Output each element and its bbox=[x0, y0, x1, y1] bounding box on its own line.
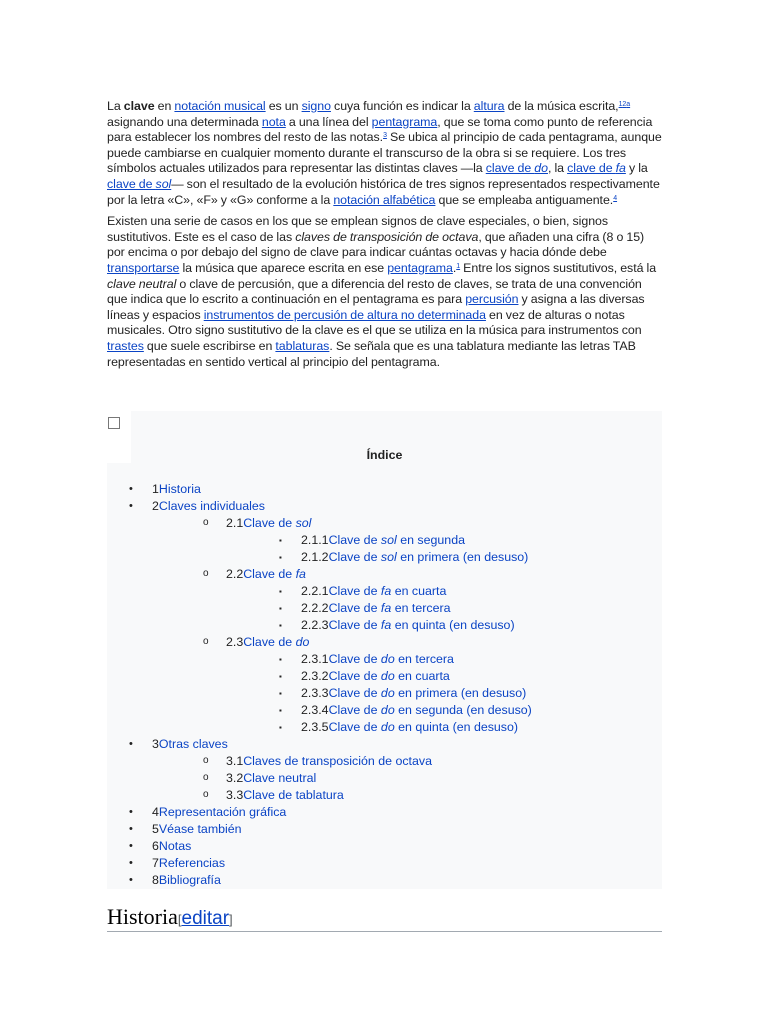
toc-item bbox=[279, 702, 532, 719]
toc-link-text: Clave de bbox=[328, 703, 381, 717]
text: a una línea del bbox=[285, 114, 372, 129]
toc-link-text-italic: fa bbox=[380, 584, 392, 598]
toc-number: 5 bbox=[152, 822, 159, 836]
toc-link[interactable] bbox=[329, 550, 529, 564]
toc-link-text: Clave de bbox=[328, 550, 381, 564]
term-clave: clave bbox=[123, 99, 155, 113]
text: en vez de alturas o notas musicales. Otro signo sustitutivo de la clave es el que se utiliza en la música para instrumentos con bbox=[107, 307, 642, 338]
toc-sublist-wrapper bbox=[152, 515, 532, 736]
toc-item bbox=[279, 583, 532, 600]
toc-item bbox=[129, 804, 383, 821]
toc-link-text: en segunda (en desuso) bbox=[394, 703, 532, 717]
toc-bullet: • bbox=[129, 806, 133, 818]
toc-link-text: en cuarta bbox=[391, 584, 447, 598]
toc-toggle-checkbox[interactable] bbox=[108, 417, 120, 429]
toc-item bbox=[129, 855, 383, 872]
ref-4[interactable]: 4 bbox=[613, 194, 618, 202]
toc-link-text: Otras claves bbox=[158, 737, 228, 751]
toc-link[interactable] bbox=[329, 669, 450, 683]
edit-bracket-close: ] bbox=[229, 912, 233, 927]
link-nota[interactable]: nota bbox=[261, 114, 286, 129]
toc-bullet: • bbox=[129, 874, 133, 886]
toc-number: 2.1.2 bbox=[301, 550, 329, 564]
text: asignando una determinada bbox=[107, 114, 262, 129]
toc-item bbox=[279, 719, 532, 736]
toc-link-text: Clave de bbox=[243, 516, 296, 530]
toc-link[interactable] bbox=[243, 771, 316, 785]
toc-item bbox=[203, 753, 457, 770]
toc-bullet: o bbox=[203, 789, 209, 800]
text: o clave de percusión, que a diferencia del resto de claves, se trata de una convención que indica que lo escrito a continuación en el pentagrama es para bbox=[107, 276, 642, 307]
toc-level-2 bbox=[203, 753, 457, 804]
toc-link[interactable] bbox=[243, 788, 344, 802]
toc-sublist-wrapper bbox=[226, 532, 529, 566]
toc-item bbox=[129, 838, 383, 855]
toc-link-text-italic: do bbox=[380, 686, 395, 700]
toc-link-text: Clave de bbox=[328, 584, 381, 598]
toc-link-text: Claves individuales bbox=[158, 499, 265, 513]
toc-link-text: en primera (en desuso) bbox=[396, 550, 529, 564]
toc-link-text-italic: do bbox=[380, 669, 395, 683]
text: Existen una serie de casos en los que se emplean signos de clave especiales, o bien, signos sustitutivos. Este es el caso de las bbox=[107, 214, 609, 244]
toc-bullet: o bbox=[203, 568, 209, 579]
toc-link[interactable] bbox=[243, 567, 306, 581]
toc-link[interactable] bbox=[329, 720, 518, 734]
section-heading-historia bbox=[107, 903, 662, 932]
toc-link-text-italic: sol bbox=[380, 550, 397, 564]
toc-link-text: Clave de bbox=[243, 567, 296, 581]
link-pentagrama-2[interactable]: pentagrama bbox=[387, 260, 453, 275]
toc-link[interactable] bbox=[159, 873, 221, 887]
toc-item bbox=[279, 617, 532, 634]
text: es un bbox=[265, 99, 302, 113]
link-text: clave de bbox=[485, 161, 535, 176]
toc-link[interactable] bbox=[329, 703, 532, 717]
toc-number: 2.1 bbox=[226, 516, 244, 530]
intro-paragraph-1 bbox=[107, 99, 662, 208]
toc-bullet: ▪ bbox=[279, 655, 282, 664]
toc-number: 2.2.1 bbox=[301, 584, 329, 598]
link-pentagrama[interactable]: pentagrama bbox=[371, 114, 438, 129]
toc-bullet: o bbox=[203, 772, 209, 783]
toc-item bbox=[129, 498, 383, 515]
toc-link-text: Clave de bbox=[243, 635, 296, 649]
link-text: clave de bbox=[107, 176, 156, 191]
toc-link[interactable] bbox=[159, 737, 228, 751]
toc-number: 2.1.1 bbox=[301, 533, 329, 547]
toc-link-text: Clave de bbox=[328, 652, 381, 666]
toc-link-text: Véase también bbox=[158, 822, 242, 836]
toc-link-text: Notas bbox=[158, 839, 192, 853]
text: , la bbox=[547, 161, 568, 176]
toc-link-text: Clave de tablatura bbox=[243, 788, 344, 802]
toc-number: 2.3.2 bbox=[301, 669, 329, 683]
ref-a[interactable]: a bbox=[626, 101, 631, 108]
toc-number: 3.2 bbox=[226, 771, 244, 785]
toc-bullet: • bbox=[129, 857, 133, 869]
text: y la bbox=[625, 161, 648, 176]
toc-bullet: ▪ bbox=[279, 621, 282, 630]
text: que se empleaba antiguamente. bbox=[435, 192, 614, 207]
toc-link-text-italic: sol bbox=[295, 516, 312, 530]
toc-number: 2.2.3 bbox=[301, 618, 329, 632]
text: . Se señala que es una tablatura mediante las letras TAB representadas en sentido vertical al principio del pentagrama. bbox=[107, 338, 636, 369]
text: cuya función es indicar la bbox=[330, 99, 474, 113]
ref-2[interactable]: 2 bbox=[622, 101, 627, 108]
toc-link-text: Bibliografía bbox=[158, 873, 221, 887]
toc-link[interactable] bbox=[243, 635, 309, 649]
toc-item bbox=[203, 634, 457, 651]
toc-bullet: ▪ bbox=[279, 706, 282, 715]
text: de la música escrita, bbox=[504, 99, 619, 113]
toc-link[interactable] bbox=[329, 686, 527, 700]
ref-group bbox=[619, 101, 631, 108]
toc-link[interactable] bbox=[329, 618, 515, 632]
text: y asigna a las diversas líneas y espacios bbox=[107, 292, 645, 322]
toc-link-text: en segunda bbox=[396, 533, 465, 547]
ref-1[interactable]: 1 bbox=[618, 101, 623, 108]
toc-bullet: • bbox=[129, 483, 133, 495]
toc-sublist-wrapper bbox=[226, 651, 532, 736]
toc-item bbox=[279, 651, 532, 668]
toc-number: 2.2.2 bbox=[301, 601, 329, 615]
link-clave-de-do[interactable] bbox=[486, 161, 548, 175]
text: Se ubica al principio de cada pentagrama, aunque puede cambiarse en cualquier momento durante el transcurso de la obra si se requiere. Los tres símbolos actuales utilizados para representar las distintas claves —la bbox=[107, 130, 662, 176]
link-text: clave de bbox=[567, 161, 616, 176]
toc-link[interactable] bbox=[159, 822, 242, 836]
toc-link-text-italic: fa bbox=[295, 567, 306, 581]
toc-link[interactable] bbox=[243, 754, 432, 768]
text: , que se toma como punto de referencia para establecer los nombres del resto de las notas. bbox=[107, 114, 653, 145]
text: , que añaden una cifra (8 o 15) por encima o por debajo del signo de clave para indicar cuántas octavas y hacia dónde debe bbox=[107, 229, 645, 260]
toc-link[interactable] bbox=[329, 601, 451, 615]
toc-link-text: Clave neutral bbox=[243, 771, 317, 785]
toc-bullet: • bbox=[129, 823, 133, 835]
toc-bullet: • bbox=[129, 738, 133, 750]
toc-item bbox=[203, 770, 457, 787]
toc-number: 8 bbox=[152, 873, 159, 887]
toc-link[interactable] bbox=[243, 516, 311, 530]
toc-number: 3.1 bbox=[226, 754, 244, 768]
toc-link-text-italic: do bbox=[380, 652, 395, 666]
section-heading bbox=[107, 903, 662, 934]
toc-item bbox=[129, 481, 383, 498]
term-transposicion: claves de transposición de octava bbox=[295, 229, 479, 244]
text: — son el resultado de la evolución histórica de tres signos representados respectivamente por la letra «C», «F» y «G» conforme a la bbox=[107, 176, 660, 207]
toc-link-text: Clave de bbox=[328, 601, 381, 615]
table-of-contents bbox=[107, 411, 662, 889]
toc-sublist-wrapper bbox=[152, 753, 432, 804]
toc-item bbox=[129, 872, 383, 889]
toc-item bbox=[279, 685, 532, 702]
toc-bullet: ▪ bbox=[279, 689, 282, 698]
toc-link-text: Clave de bbox=[328, 533, 381, 547]
toc-level-3 bbox=[279, 583, 532, 634]
toc-link-text: Representación gráfica bbox=[158, 805, 287, 819]
toc-link-text: Historia bbox=[158, 482, 201, 496]
link-clave-de-sol[interactable] bbox=[107, 177, 171, 191]
toc-link-text-italic: do bbox=[380, 720, 395, 734]
toc-link-text: en quinta (en desuso) bbox=[394, 720, 519, 734]
toc-level-3 bbox=[279, 532, 532, 566]
link-altura[interactable]: altura bbox=[473, 99, 505, 113]
toc-number: 2.2 bbox=[226, 567, 244, 581]
link-notacion-alfabetica[interactable]: notación alfabética bbox=[333, 192, 436, 207]
toc-number: 2.3.3 bbox=[301, 686, 329, 700]
toc-link-text: Clave de bbox=[328, 720, 381, 734]
toc-item bbox=[279, 668, 532, 685]
toc-bullet: o bbox=[203, 517, 209, 528]
text: en bbox=[154, 99, 175, 113]
toc-number: 1 bbox=[152, 482, 159, 496]
toc-item bbox=[279, 532, 532, 549]
link-text-italic: fa bbox=[615, 161, 626, 176]
toc-number: 2.3.5 bbox=[301, 720, 329, 734]
text: Entre los signos sustitutivos, está la bbox=[460, 260, 657, 275]
toc-number: 2 bbox=[152, 499, 159, 513]
toc-bullet: o bbox=[203, 636, 209, 647]
toc-item bbox=[279, 549, 532, 566]
toc-number: 2.3.4 bbox=[301, 703, 329, 717]
intro-paragraph-2 bbox=[107, 214, 662, 370]
text: que suele escribirse en bbox=[143, 338, 276, 353]
toc-link-text-italic: do bbox=[380, 703, 395, 717]
ref-3[interactable]: 3 bbox=[383, 132, 387, 140]
ref-group bbox=[613, 195, 617, 202]
toc-bullet: • bbox=[129, 500, 133, 512]
toc-link[interactable] bbox=[329, 584, 447, 598]
toc-link-text: Clave de bbox=[328, 686, 381, 700]
link-text-italic: sol bbox=[155, 176, 172, 191]
toc-item bbox=[203, 787, 457, 804]
ref-1-b[interactable]: 1 bbox=[456, 262, 461, 270]
toc-link[interactable] bbox=[159, 839, 191, 853]
text: . bbox=[452, 260, 457, 275]
toc-link-text-italic: fa bbox=[380, 601, 392, 615]
toc-item bbox=[203, 566, 457, 583]
toc-sublist-wrapper bbox=[226, 583, 515, 634]
toc-number: 6 bbox=[152, 839, 159, 853]
toc-link-text-italic: do bbox=[295, 635, 310, 649]
toc-link-text: en tercera bbox=[394, 652, 454, 666]
toc-bullet: ▪ bbox=[279, 553, 282, 562]
toc-number: 2.3.1 bbox=[301, 652, 329, 666]
toc-link[interactable] bbox=[329, 533, 465, 547]
link-trastes[interactable]: trastes bbox=[107, 338, 144, 353]
toc-level-1 bbox=[129, 481, 532, 889]
link-text-italic: do bbox=[534, 161, 548, 176]
toc-link-text: en cuarta bbox=[394, 669, 450, 683]
toc-number: 4 bbox=[152, 805, 159, 819]
term-clave-neutral: clave neutral bbox=[107, 276, 177, 291]
toc-link-text: en primera (en desuso) bbox=[394, 686, 527, 700]
toc-level-3 bbox=[279, 651, 532, 736]
toc-bullet: ▪ bbox=[279, 672, 282, 681]
toc-number: 3 bbox=[152, 737, 159, 751]
section-heading-text: Historia bbox=[107, 904, 178, 929]
toc-bullet: ▪ bbox=[279, 587, 282, 596]
toc-link[interactable] bbox=[329, 652, 454, 666]
toc-link-text: en tercera bbox=[391, 601, 451, 615]
toc-bullet: • bbox=[129, 840, 133, 852]
link-instrumentos-percusion[interactable]: instrumentos de percusión de altura no determinada bbox=[203, 307, 486, 322]
toc-link-text: en quinta (en desuso) bbox=[391, 618, 515, 632]
toc-link[interactable] bbox=[159, 499, 265, 513]
toc-link[interactable] bbox=[159, 482, 201, 496]
article-intro bbox=[107, 99, 662, 370]
toc-bullet: ▪ bbox=[279, 604, 282, 613]
toc-item bbox=[203, 515, 457, 532]
toc-link-text: Clave de bbox=[328, 669, 381, 683]
toc-bullet: ▪ bbox=[279, 723, 282, 732]
toc-bullet: o bbox=[203, 755, 209, 766]
link-transportarse[interactable]: transportarse bbox=[107, 260, 180, 275]
toc-title: Índice bbox=[366, 448, 403, 462]
toc-number: 7 bbox=[152, 856, 159, 870]
toc-link-text-italic: fa bbox=[380, 618, 392, 632]
toc-item bbox=[129, 821, 383, 838]
toc-link[interactable] bbox=[159, 805, 286, 819]
text: la música que aparece escrita en ese bbox=[179, 260, 388, 275]
toc-item bbox=[129, 736, 383, 753]
toc-number: 3.3 bbox=[226, 788, 244, 802]
toc-bullet: ▪ bbox=[279, 536, 282, 545]
link-clave-de-fa[interactable] bbox=[567, 161, 626, 175]
toc-link[interactable] bbox=[159, 856, 225, 870]
toc-link-text-italic: sol bbox=[380, 533, 397, 547]
link-signo[interactable]: signo bbox=[301, 99, 331, 113]
toc-link-text: Referencias bbox=[158, 856, 226, 870]
link-tablaturas[interactable]: tablaturas bbox=[275, 338, 330, 353]
edit-section-link[interactable]: editar bbox=[181, 908, 230, 929]
toc-item bbox=[279, 600, 532, 617]
link-percusion[interactable]: percusión bbox=[465, 292, 519, 307]
toc-link-text: Claves de transposición de octava bbox=[243, 754, 432, 768]
text: La bbox=[107, 99, 124, 113]
toc-level-2 bbox=[203, 515, 532, 736]
toc-number: 2.3 bbox=[226, 635, 244, 649]
toc-link-text: Clave de bbox=[328, 618, 381, 632]
link-notacion-musical[interactable]: notación musical bbox=[174, 99, 266, 113]
edit-bracket-open: [ bbox=[177, 912, 182, 927]
